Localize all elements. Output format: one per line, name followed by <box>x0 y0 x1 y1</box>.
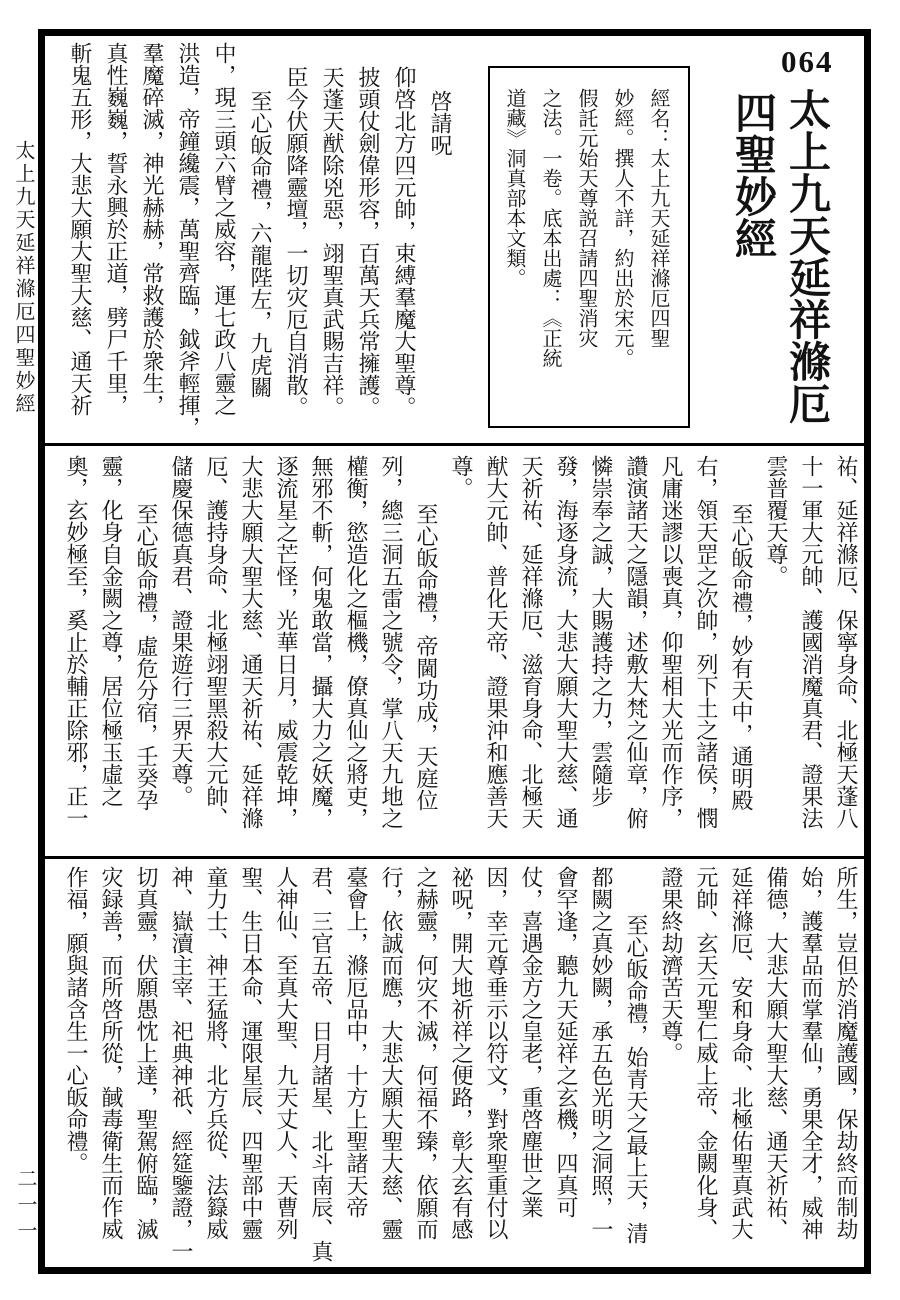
note-column: 經名：太上九天延祥滌厄四聖 <box>647 88 669 348</box>
section-top <box>62 42 458 442</box>
text-column: 奧，玄妙極至，奚止於輔正除邪，正一 <box>64 455 89 829</box>
text-column: 祐、延祥滌厄、保寧身命、北極天蓬八 <box>834 455 859 829</box>
text-column: 因，幸元尊垂示以符文，對衆聖重付以 <box>484 866 509 1240</box>
text-column: 凡庸迷謬以喪真，仰聖相大光而作序， <box>659 455 684 829</box>
text-column: 羣魔碎滅，神光赫赫，常救護於衆生， <box>140 42 165 416</box>
text-column: 延祥滌厄、安和身命、北極佑聖真武大 <box>729 866 754 1240</box>
text-column: 厄、護持身命、北極翊聖黑殺大元帥、 <box>204 455 229 829</box>
text-column: 大悲大願大聖大慈、通天祈祐、延祥滌 <box>239 455 264 829</box>
verse-column: 披頭仗劍偉形容，百萬天兵常擁護。 <box>356 66 381 418</box>
text-column: 至心皈命禮，始青天之最上天，清 <box>624 914 649 1244</box>
text-column: 至心皈命禮，虛危分宿，壬癸孕 <box>134 503 159 811</box>
page-frame <box>38 29 871 1274</box>
text-column: 臺會上，滌厄品中，十方上聖諸天帝 <box>344 866 369 1218</box>
note-column: 道藏》洞真部本文類。 <box>503 88 525 288</box>
text-column: 至心皈命禮，六龍陛左，九虎關 <box>248 90 273 398</box>
text-column: 洪造，帝鐘纔震，萬聖齊臨，鉞斧輕揮， <box>176 42 201 438</box>
text-column: 元帥、玄天元聖仁威上帝、金闕化身、 <box>694 866 719 1240</box>
text-column: 憐崇奉之誠，大賜護持之力，雲隨步 <box>589 455 614 807</box>
scripture-title-line2: 四聖妙經 <box>729 91 775 259</box>
text-column: 備德，大悲大願大聖大慈、通天祈祐、 <box>764 866 789 1240</box>
folio-number: 064 <box>781 44 834 79</box>
text-column: 無邪不斬，何鬼敢當，攝大力之妖魔， <box>309 455 334 829</box>
text-column: 所生，豈但於消魔護國，保劫終而制劫 <box>834 866 859 1240</box>
text-column: 讚演諸天之隱韻，述敷大梵之仙章，俯 <box>624 455 649 829</box>
text-column: 至心皈命禮，帝閫功成，天庭位 <box>414 503 439 811</box>
text-column: 始，護羣品而掌羣仙，勇果全才，威神 <box>799 866 824 1240</box>
scripture-title-line1: 太上九天延祥滌厄 <box>783 88 829 424</box>
text-column: 中，現三頭六臂之威容，運七政八靈之 <box>212 42 237 416</box>
text-column: 右，領天罡之次帥，列下土之諸侯，憫 <box>694 455 719 829</box>
text-column: 切真靈，伏願愚忱上達，聖駕俯臨，滅 <box>134 866 159 1240</box>
text-column: 列，總三洞五雷之號令，掌八天九地之 <box>379 455 404 829</box>
section-divider <box>45 856 864 859</box>
text-column: 君、三官五帝、日月諸星、北斗南辰、真 <box>309 866 334 1262</box>
text-column: 斬鬼五形，大悲大願大聖大慈、通天祈 <box>68 42 93 416</box>
text-column: 天祈祐、延祥滌厄、滋育身命、北極天 <box>519 455 544 829</box>
page-number: 二一一 <box>14 1168 36 1246</box>
text-column: 神、嶽瀆主宰、祀典神祇、經筵鑒證，一 <box>169 866 194 1262</box>
text-column: 儲慶保德真君、證果遊行三界天尊。 <box>169 455 194 807</box>
heading-column: 啓請呪 <box>428 90 453 156</box>
section-bottom <box>59 866 864 1266</box>
text-column: 祕呪，開大地祈祥之便路，彰大玄有感 <box>449 866 474 1240</box>
text-column: 都闕之真妙闕，承五色光明之洞照，一 <box>589 866 614 1240</box>
text-column: 童力士、神王猛將、北方兵從、法籙威 <box>204 866 229 1240</box>
text-column: 靈，化身自金闕之尊，居位極玉虛之 <box>99 455 124 807</box>
section-divider <box>45 443 864 446</box>
text-column: 證果終劫濟苦天尊。 <box>659 866 684 1064</box>
text-column: 作福，願與諸含生一心皈命禮。 <box>64 866 89 1174</box>
text-column: 聖、生日本命、運限星辰、四聖部中靈 <box>239 866 264 1240</box>
note-column: 妙經。撰人不詳，約出於宋元。 <box>611 88 633 368</box>
text-column: 逐流星之芒怪，光華日月，威震乾坤， <box>274 455 299 829</box>
running-title: 太上九天延祥滌厄四聖妙經 <box>12 140 34 416</box>
text-column: 真性巍巍，誓永興於正道，劈尸千里， <box>104 42 129 416</box>
text-column: 仗，喜遇金方之皇老，重啓塵世之業 <box>519 866 544 1218</box>
bibliographic-note-columns <box>496 88 676 416</box>
bibliographic-note-box <box>488 66 690 428</box>
verse-column: 臣今伏願降靈壇，一切灾厄自消散。 <box>284 66 309 418</box>
text-column: 之赫靈，何灾不滅，何福不臻，依願而 <box>414 866 439 1240</box>
text-column: 行，依誠而應，大悲大願大聖大慈、靈 <box>379 866 404 1240</box>
text-column: 權衡，慾造化之樞機，僚真仙之將吏， <box>344 455 369 829</box>
text-column: 灾録善，而所啓所從，馘毒衛生而作威 <box>99 866 124 1240</box>
verse-column: 仰啓北方四元帥，束縛羣魔大聖尊。 <box>392 66 417 418</box>
text-column: 尊。 <box>449 455 474 499</box>
verse-column: 天蓬天猷除兇惡，翊聖真武賜吉祥。 <box>320 66 345 418</box>
note-column: 假託元始天尊説召請四聖消灾 <box>575 88 597 348</box>
text-column: 發，海逐身流，大悲大願大聖大慈、通 <box>554 455 579 829</box>
text-column: 猷大元帥、普化天帝、證果沖和應善天 <box>484 455 509 829</box>
section-middle <box>59 455 864 855</box>
text-column: 雲普覆天尊。 <box>764 455 789 587</box>
note-column: 之法。一卷。底本出處：《正統 <box>539 88 561 368</box>
text-column: 會罕逢，聽九天延祥之玄機，四真可 <box>554 866 579 1218</box>
text-column: 人神仙、至真大聖、九天丈人、天曹列 <box>274 866 299 1240</box>
text-column: 十一軍大元帥、護國消魔真君、證果法 <box>799 455 824 829</box>
text-column: 至心皈命禮，妙有天中，通明殿 <box>729 503 754 811</box>
